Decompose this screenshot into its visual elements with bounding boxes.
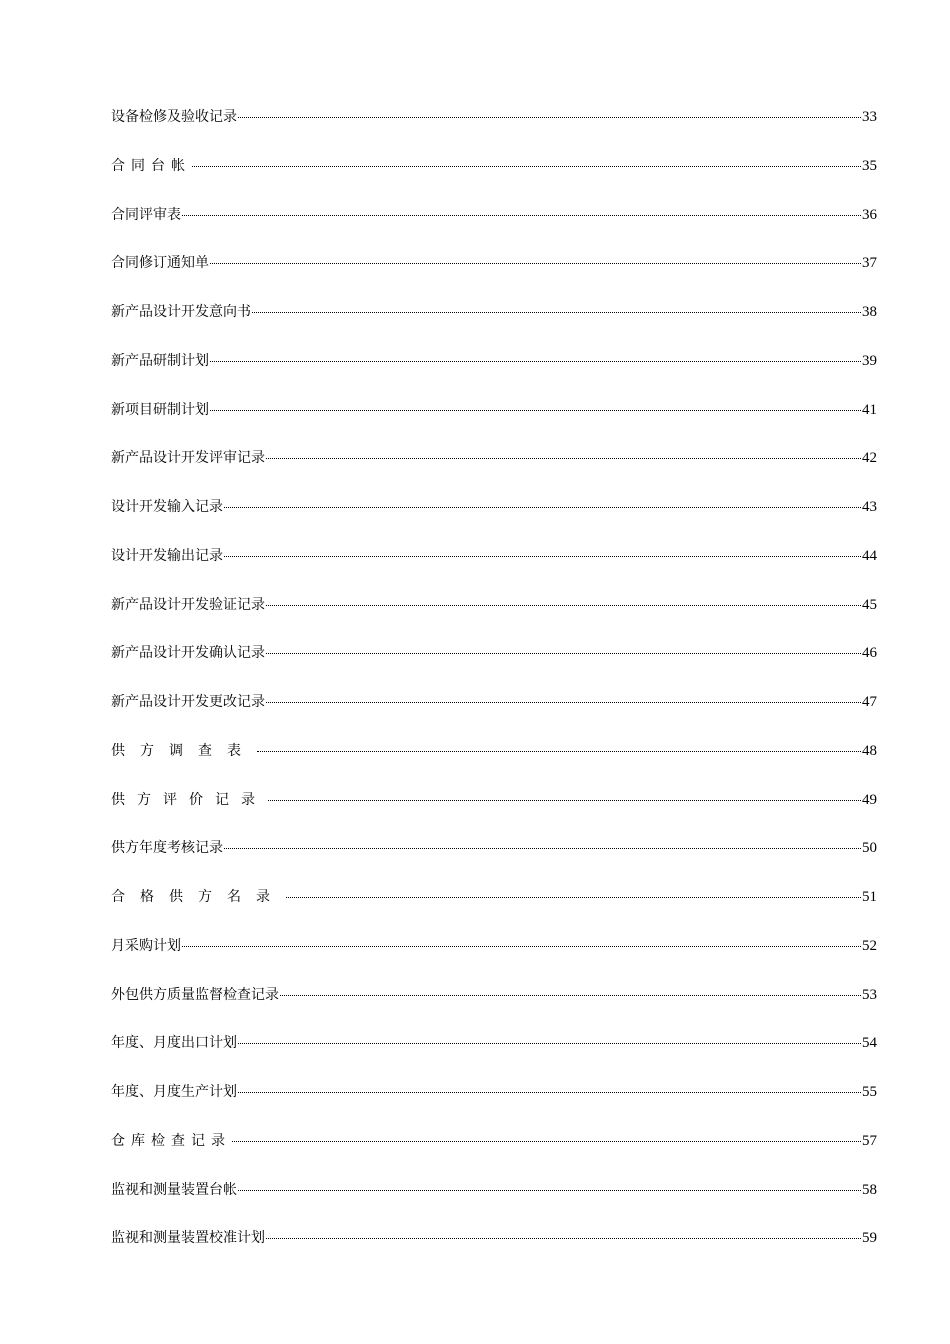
toc-page-number: 36 (862, 206, 877, 223)
toc-page-number: 43 (862, 499, 877, 515)
toc-entry[interactable] (111, 1078, 877, 1127)
toc-entry-title: 供方评价记录 (111, 791, 267, 808)
toc-entry[interactable] (111, 444, 877, 493)
toc-entry[interactable] (111, 639, 877, 688)
dot-leader (192, 166, 861, 167)
toc-entry-title: 新产品设计开发更改记录 (111, 694, 265, 710)
toc-entry[interactable] (111, 152, 877, 201)
toc-entry[interactable] (111, 834, 877, 883)
toc-entry-title: 合格供方名录 (111, 889, 285, 905)
toc-page-number: 39 (862, 352, 877, 369)
dot-leader (266, 605, 861, 606)
toc-entry-title: 年度、月度出口计划 (111, 1035, 237, 1052)
toc-page-number: 53 (862, 986, 877, 1003)
toc-entry-title: 供方调查表 (111, 742, 256, 759)
toc-entry-title: 月采购计划 (111, 937, 181, 954)
toc-entry[interactable] (111, 249, 877, 298)
toc-entry[interactable] (111, 103, 877, 152)
toc-entry[interactable] (111, 201, 877, 250)
dot-leader (252, 312, 861, 313)
toc-page-number: 49 (862, 791, 877, 808)
toc-page-number: 37 (862, 255, 877, 272)
dot-leader (268, 800, 861, 801)
dot-leader (224, 556, 861, 557)
toc-entry-title: 合同评审表 (111, 206, 181, 223)
toc-page-number: 57 (862, 1132, 877, 1149)
toc-entry-title: 仓库检查记录 (111, 1132, 231, 1149)
toc-page-number: 55 (862, 1084, 877, 1100)
dot-leader (266, 653, 861, 654)
toc-entry-title: 设计开发输入记录 (111, 499, 223, 515)
toc-page-number: 44 (862, 547, 877, 564)
toc-entry-title: 新产品设计开发意向书 (111, 304, 251, 320)
toc-entry-title: 新产品设计开发评审记录 (111, 450, 265, 467)
toc-page-number: 51 (862, 889, 877, 905)
dot-leader (238, 1190, 861, 1191)
toc-entry[interactable] (111, 981, 877, 1030)
dot-leader (238, 1043, 861, 1044)
toc-entry-title: 合同台帐 (111, 157, 191, 174)
dot-leader (238, 1092, 861, 1093)
toc-entry[interactable] (111, 786, 877, 835)
toc-page-number: 35 (862, 157, 877, 174)
dot-leader (266, 702, 861, 703)
dot-leader (286, 897, 861, 898)
toc-entry[interactable] (111, 1127, 877, 1176)
toc-page-number: 42 (862, 450, 877, 467)
dot-leader (224, 848, 861, 849)
dot-leader (210, 410, 861, 411)
toc-page-number: 46 (862, 645, 877, 662)
dot-leader (224, 507, 861, 508)
dot-leader (266, 1238, 861, 1239)
toc-entry-title: 年度、月度生产计划 (111, 1084, 237, 1100)
dot-leader (266, 458, 861, 459)
toc-page-number: 33 (862, 109, 877, 125)
toc-entry[interactable] (111, 1176, 877, 1225)
dot-leader (210, 263, 861, 264)
toc-page-number: 59 (862, 1230, 877, 1247)
toc-page-number: 47 (862, 694, 877, 710)
dot-leader (280, 995, 861, 996)
toc-entry[interactable] (111, 396, 877, 445)
toc-entry-title: 新产品设计开发验证记录 (111, 596, 265, 613)
toc-page-number: 45 (862, 596, 877, 613)
toc-page-number: 50 (862, 840, 877, 857)
toc-page-number: 41 (862, 401, 877, 418)
toc-page-number: 38 (862, 304, 877, 320)
toc-entry[interactable] (111, 883, 877, 932)
dot-leader (238, 117, 861, 118)
toc-entry[interactable] (111, 932, 877, 981)
table-of-contents (111, 103, 877, 1273)
toc-entry[interactable] (111, 1029, 877, 1078)
toc-entry-title: 设备检修及验收记录 (111, 109, 237, 125)
dot-leader (232, 1141, 861, 1142)
toc-page-number: 52 (862, 937, 877, 954)
toc-entry-title: 设计开发输出记录 (111, 547, 223, 564)
toc-page-number: 58 (862, 1181, 877, 1198)
toc-entry-title: 合同修订通知单 (111, 255, 209, 272)
toc-entry[interactable] (111, 688, 877, 737)
toc-entry[interactable] (111, 737, 877, 786)
toc-entry[interactable] (111, 493, 877, 542)
dot-leader (182, 215, 861, 216)
toc-entry-title: 监视和测量装置校准计划 (111, 1230, 265, 1247)
toc-entry[interactable] (111, 298, 877, 347)
dot-leader (257, 751, 861, 752)
dot-leader (210, 361, 861, 362)
toc-page-number: 48 (862, 742, 877, 759)
dot-leader (182, 946, 861, 947)
toc-entry-title: 新产品研制计划 (111, 352, 209, 369)
toc-page-number: 54 (862, 1035, 877, 1052)
toc-entry[interactable] (111, 542, 877, 591)
toc-entry[interactable] (111, 1224, 877, 1273)
toc-entry[interactable] (111, 591, 877, 640)
toc-entry-title: 外包供方质量监督检查记录 (111, 986, 279, 1003)
toc-entry-title: 供方年度考核记录 (111, 840, 223, 857)
toc-entry-title: 新项目研制计划 (111, 401, 209, 418)
toc-entry[interactable] (111, 347, 877, 396)
toc-entry-title: 监视和测量装置台帐 (111, 1181, 237, 1198)
toc-entry-title: 新产品设计开发确认记录 (111, 645, 265, 662)
